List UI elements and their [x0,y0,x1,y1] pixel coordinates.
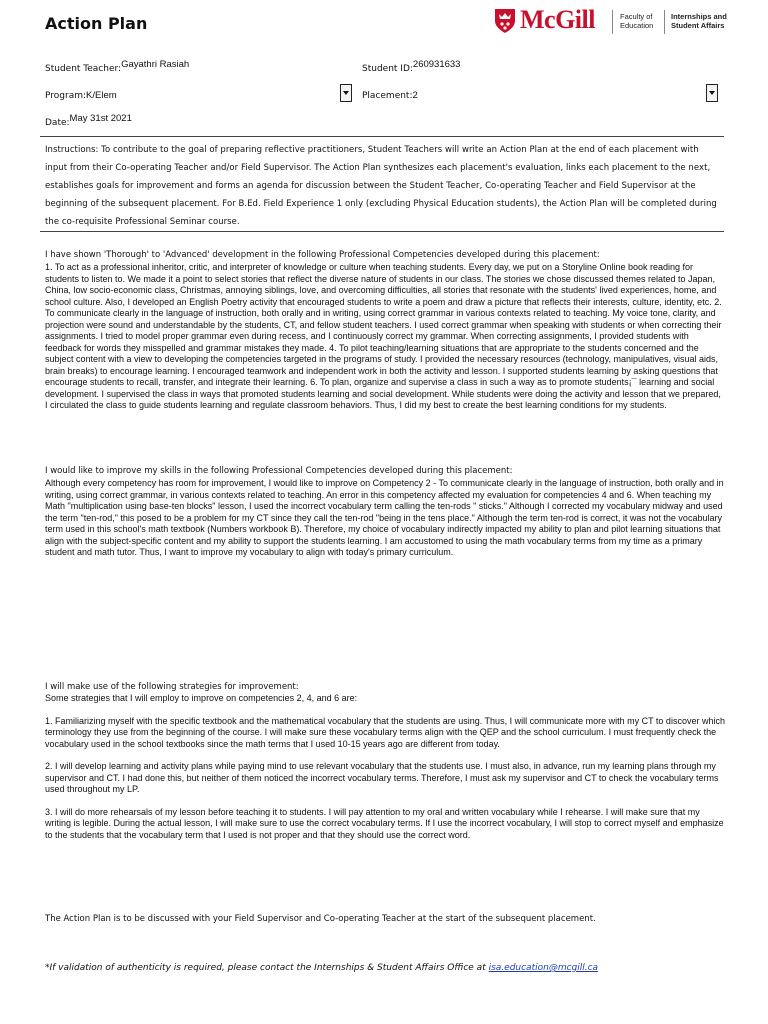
placement-dropdown-button[interactable] [706,84,718,102]
mcgill-logo [494,6,734,40]
program-field [45,85,117,103]
date-field [45,112,132,130]
faculty-name [620,12,653,30]
student-id-field [362,58,460,76]
placement-label: Placement: [362,91,413,101]
strategy-item: 3. I will do more rehearsals of my lesson before teaching it to students. I will pay attention to my oral and written vocabulary while I rehearse. I will make sure that my writing is legible. During the actual lesson, I will make sure to use the correct vocabulary terms. If I use the incorrect vocabulary, I will stop to correct myself and emphasize to the students that the vocabulary term that I used is not proper and that they should use the correct word. [45,806,724,840]
section-text-strengths[interactable]: 1. To act as a professional inheritor, critic, and interpreter of knowledge or culture when teaching students. Every day, we put on a Storyline Online book reading for students to listen to. We made it a point to select stories that reflect the diverse nature of students in our class. The stories we chose discussed themes related to Japan, China, low socio-economic class, Christmas, annoying siblings, love, and overcoming difficulties, all stories that resonate with the students' lived experiences, home, and school culture. Also, I developed an English Poetry activity that encouraged students to write a poem and draw a picture that reflects their interests, culture, identity, etc. 2. To communicate clearly in the language of instruction, both orally and in writing, using correct grammar in various contexts related to teaching. My voice tone, clarity, and projection were sound and understandable by the students, CT, and fellow student teachers. I used correct grammar when speaking with students or when correcting their assignments. I tried to model proper grammar even during recess, and I continuously correct my grammar. When correcting assignments, I provided students with feedback for words they misspelled and grammar mistakes they made. 4. To pilot teaching/learning situations that are appropriate to the students concerned and the subject content with a view to developing the competencies targeted in the programs of study. I provided the necessary resources (technology, manipulatives, visual aids, brain breaks) to encourage learning. I encouraged teamwork and independent work in both the activity and lesson. I supported students learning by asking questions that encourage students to recall, transfer, and integrate their learning. 6. To plan, organize and supervise a class in such a way as to promote students¡¯ learning and social development. I supervised the class in ways that promoted students learning and social development. While students were doing the activity and lesson that we prepared, I circulated the class to guide students learning and regulate classroom behaviors. Thus, I did my best to create the best learning conditions for my students. [45,262,722,410]
student-id-label: Student ID: [362,64,413,74]
contact-email-link[interactable]: isa.education@mcgill.ca [488,963,599,973]
page-title: Action Plan [45,14,148,33]
instructions: Instructions: To contribute to the goal of preparing reflective practitioners, Student Teachers will write an Action Plan at the end of each placement with input from their Co-operating Teacher and/or Field Supervisor. The Action Plan synthesizes each placement's evaluation, links each placement to the next, establishes goals for improvement and forms an agenda for discussion between the Student Teacher, Co-operating Teacher and Field Supervisor at the beginning of the subsequent placement. For B.Ed. Field Experience 1 only (excluding Physical Education students), the Action Plan will be completed during the co-requisite Professional Seminar course. [45,145,717,227]
footer-note [45,963,598,973]
placement-field [362,85,418,103]
program-dropdown-button[interactable] [340,84,352,102]
student-teacher-label: Student Teacher: [45,64,122,74]
mcgill-crest-icon [494,8,516,34]
section-heading-strategies: I will make use of the following strategies for improvement: [45,682,299,692]
student-id-value[interactable]: 260931633 [412,59,461,70]
section-text-improve[interactable]: Although every competency has room for improvement, I would like to improve on Competency 2 - To communicate clearly in the language of instruction, both orally and in writing, using correct grammar, in various contexts related to teaching. An error in this competency affected my evaluation for competencies 4 and 6. When teaching my Math "multiplication using base-ten blocks" lesson, I used the incorrect vocabulary term calling the ten-rods " sticks." Although I corrected my vocabulary midway and used the term "ten-rod," this posed to be a problem for my CT since they call the ten-rod "being in the tens place." Although the term ten-rod is correct, it was not the vocabulary term used in this school's math textbook (Numbers workbook B). Therefore, my choice of vocabulary indirectly impacted my ability to plan and pilot learning situations that align with the subject-specific content and my ability to support the students learning. I am accustomed to using the math vocabulary terms from my time as a primary student and math tutor. Thus, I want to improve my vocabulary to align with today's primary curriculum. [45,478,724,557]
closing-note: The Action Plan is to be discussed with your Field Supervisor and Co-operating Teacher at the start of the subsequent placement. [45,914,596,924]
program-label: Program: [45,91,87,101]
unit-line: Internships and [671,12,727,21]
logo-divider [612,10,613,34]
strategy-item: 1. Familiarizing myself with the specific textbook and the mathematical vocabulary that the students are using. Thus, I will communicate more with my CT to discover which terminology they use from the beginning of the course. I will make sure these vocabulary terms align with the QEP and the school curriculum. I must frequently check the vocabulary used in the school textbooks since the math terms that I used 10-15 years ago are different from today. [45,715,725,749]
faculty-line: Faculty of [620,12,653,21]
section-text-strategies[interactable] [45,693,725,852]
section-heading-strengths: I have shown 'Thorough' to 'Advanced' development in the following Professional Competencies developed during this placement: [45,250,600,260]
strategies-intro: Some strategies that I will employ to improve on competencies 2, 4, and 6 are: [45,693,358,703]
strategy-item: 2. I will develop learning and activity plans while paying mind to use relevant vocabulary that the students use. I must also, in advance, run my learning plans through my supervisor and CT. I had done this, but neither of them noticed the incorrect vocabulary terms. Therefore, I must ask my supervisor and CT to check the vocabulary terms used throughout my LP. [45,761,719,794]
brand-name: McGill [520,5,595,34]
date-label: Date: [45,118,70,128]
logo-divider [664,10,665,34]
placement-value[interactable]: 2 [412,90,418,101]
divider [40,136,724,137]
unit-line: Student Affairs [671,21,725,30]
date-value[interactable]: May 31st 2021 [69,113,132,124]
divider [40,231,724,232]
footer-text: *If validation of authenticity is required, please contact the Internships & Student Affairs Office at [45,963,489,973]
section-heading-improve: I would like to improve my skills in the following Professional Competencies developed during this placement: [45,466,513,476]
student-teacher-value[interactable]: Gayathri Rasiah [121,59,190,70]
program-value[interactable]: K/Elem [86,90,117,101]
student-teacher-field [45,58,189,76]
faculty-line: Education [620,21,654,30]
unit-name [671,12,727,30]
